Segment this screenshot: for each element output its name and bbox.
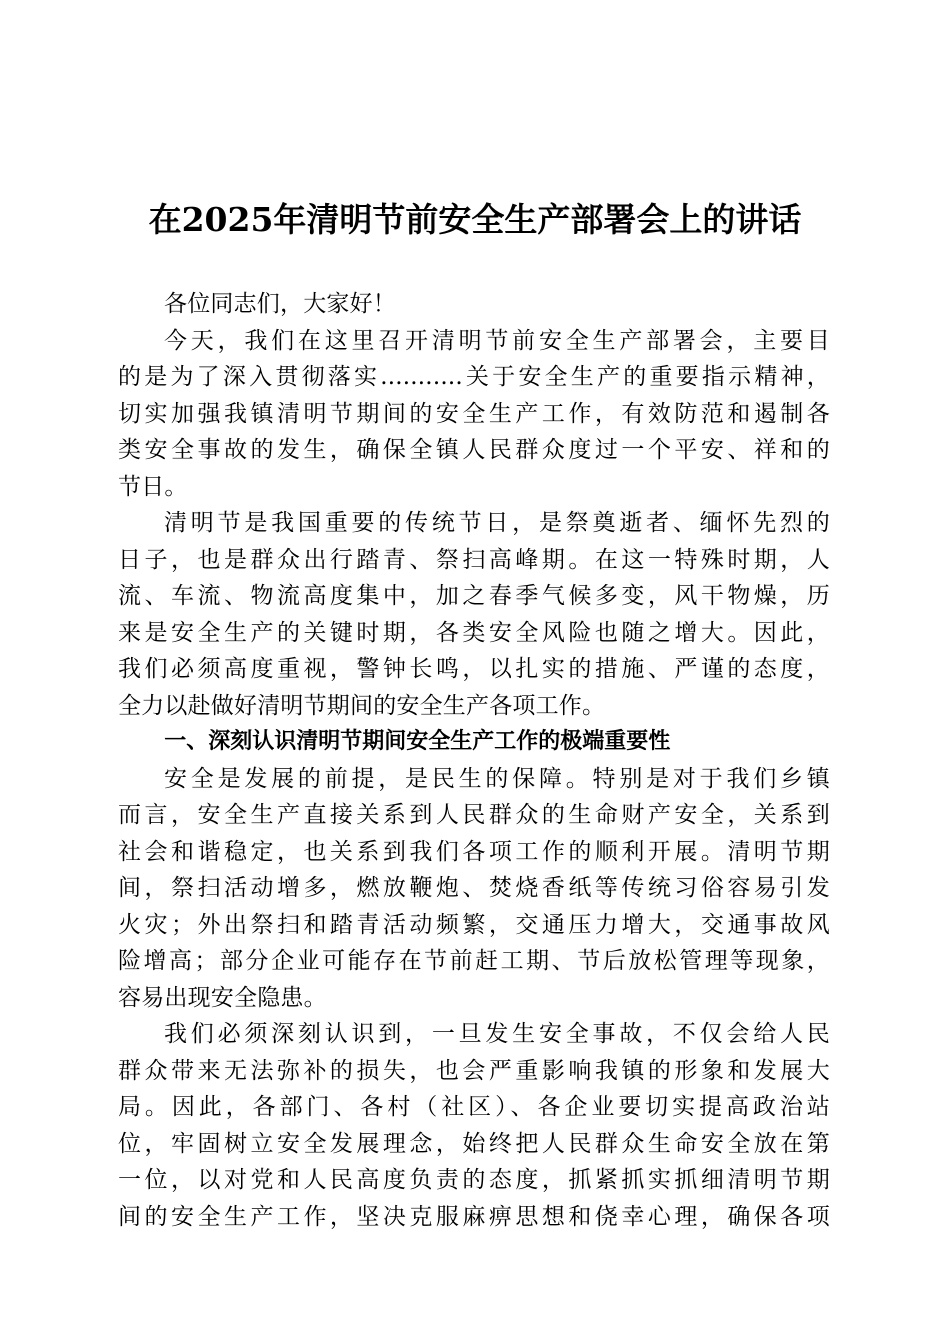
paragraph-1-line: 的是为了深入贯彻落实...........关于安全生产的重要指示精神， (118, 364, 830, 390)
paragraph-1-line: 今天，我们在这里召开清明节前安全生产部署会，主要目 (164, 327, 830, 354)
greeting-paragraph: 各位同志们，大家好！ (164, 291, 396, 317)
document-body (118, 286, 830, 1235)
paragraph-1-line: 切实加强我镇清明节期间的安全生产工作，有效防范和遏制各 (118, 400, 830, 427)
paragraph-3-line: 火灾；外出祭扫和踏青活动频繁，交通压力增大，交通事故风 (118, 911, 830, 938)
paragraph-4-line: 局。因此，各部门、各村（社区）、各企业要切实提高政治站 (118, 1094, 830, 1120)
paragraph-3-line: 间，祭扫活动增多，燃放鞭炮、焚烧香纸等传统习俗容易引发 (118, 875, 830, 901)
paragraph-4-line: 群众带来无法弥补的损失，也会严重影响我镇的形象和发展大 (118, 1057, 830, 1084)
section-heading-1: 一、深刻认识清明节期间安全生产工作的极端重要性 (164, 729, 671, 754)
paragraph-2-line: 全力以赴做好清明节期间的安全生产各项工作。 (118, 692, 606, 719)
paragraph-2-line: 来是安全生产的关键时期，各类安全风险也随之增大。因此， (118, 619, 830, 646)
paragraph-1 (118, 323, 830, 506)
paragraph-3-line: 而言，安全生产直接关系到人民群众的生命财产安全，关系到 (118, 802, 830, 828)
paragraph-3-line: 容易出现安全隐患。 (118, 984, 327, 1011)
paragraph-2 (118, 505, 830, 724)
paragraph-2-line: 流、车流、物流高度集中，加之春季气候多变，风干物燥，历 (118, 583, 830, 609)
paragraph-3-line: 险增高；部分企业可能存在节前赶工期、节后放松管理等现象， (118, 948, 830, 974)
paragraph-1-line: 类安全事故的发生，确保全镇人民群众度过一个平安、祥和的 (118, 437, 830, 463)
paragraph-2-line: 日子，也是群众出行踏青、祭扫高峰期。在这一特殊时期，人 (118, 546, 830, 573)
paragraph-4-line: 间的安全生产工作，坚决克服麻痹思想和侥幸心理，确保各项 (118, 1203, 830, 1230)
paragraph-4 (118, 1016, 830, 1235)
paragraph-4-line: 我们必须深刻认识到，一旦发生安全事故，不仅会给人民 (164, 1021, 830, 1047)
document-title: 在2025年清明节前安全生产部署会上的讲话 (148, 200, 802, 239)
paragraph-2-line: 我们必须高度重视，警钟长鸣，以扎实的措施、严谨的态度， (118, 656, 830, 682)
paragraph-3-line: 社会和谐稳定，也关系到我们各项工作的顺利开展。清明节期 (118, 838, 830, 865)
paragraph-3 (118, 761, 830, 1017)
paragraph-3-line: 安全是发展的前提，是民生的保障。特别是对于我们乡镇 (164, 765, 830, 792)
paragraph-4-line: 位，牢固树立安全发展理念，始终把人民群众生命安全放在第 (118, 1130, 830, 1157)
paragraph-2-line: 清明节是我国重要的传统节日，是祭奠逝者、缅怀先烈的 (164, 510, 830, 536)
paragraph-4-line: 一位，以对党和人民高度负责的态度，抓紧抓实抓细清明节期 (118, 1167, 830, 1193)
paragraph-1-line: 节日。 (118, 473, 188, 500)
